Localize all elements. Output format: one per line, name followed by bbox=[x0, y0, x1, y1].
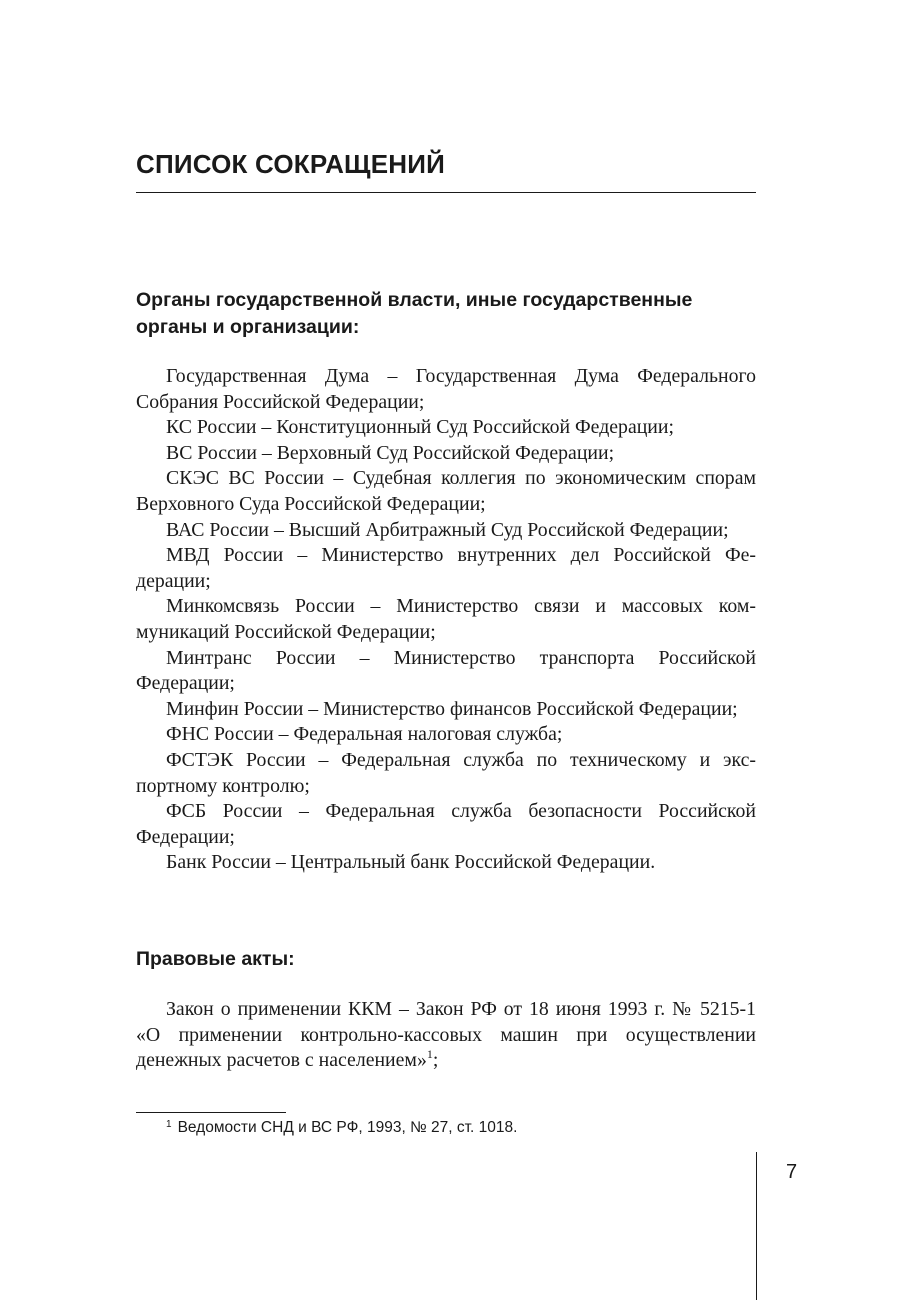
footnote-marker: 1 bbox=[166, 1119, 172, 1130]
abbreviation-entry: Минкомсвязь России – Министерство связи и массовых коммуникаций Российской Федерации; bbox=[136, 595, 756, 643]
abbreviation-entry bbox=[136, 997, 756, 1074]
abbreviation-entry: ВС России – Верховный Суд Российской Федерации; bbox=[166, 441, 615, 464]
abbreviation-entry: ВАС России – Высший Арбитражный Суд Российской Федерации; bbox=[166, 518, 729, 541]
section-heading-government-bodies: Органы государственной власти, иные государственные органы и организации: bbox=[136, 289, 693, 338]
abbreviation-entry: ФНС России – Федеральная налоговая служба; bbox=[166, 723, 563, 746]
page-title: СПИСОК СОКРАЩЕНИЙ bbox=[136, 149, 446, 179]
footnote bbox=[166, 1117, 756, 1139]
page-number: 7 bbox=[786, 1161, 798, 1183]
abbreviation-entry: Минфин России – Министерство финансов Российской Федерации; bbox=[166, 697, 738, 720]
abbreviation-entry: Минтранс России – Министерство транспорта Российской Федерации; bbox=[136, 646, 756, 695]
footnote-text: Ведомости СНД и ВС РФ, 1993, № 27, ст. 1018. bbox=[177, 1119, 518, 1136]
page-margin-line bbox=[756, 1152, 757, 1300]
abbreviation-list-legal-acts bbox=[136, 997, 756, 1074]
abbreviation-entry-text: Закон о применении ККМ – Закон РФ от 18 июня 1993 г. № 5215-1 «О применении контрольно-кассовых машин при осуществлении денежных расчетов с населением» bbox=[136, 998, 756, 1072]
abbreviation-list-government-bodies bbox=[136, 364, 756, 876]
abbreviation-entry: Государственная Дума – Государственная Дума Федерального Собрания Российской Федерации; bbox=[136, 365, 756, 413]
abbreviation-entry: ФСТЭК России – Федеральная служба по техническому и экспортному контролю; bbox=[136, 748, 756, 797]
abbreviation-entry: СКЭС ВС России – Судебная коллегия по экономическим спорам Верховного Суда Российской Федерации; bbox=[136, 467, 756, 515]
title-divider bbox=[136, 192, 756, 193]
footnote-divider bbox=[136, 1112, 286, 1113]
footnote-reference[interactable]: 1 bbox=[426, 1047, 433, 1062]
abbreviation-entry: Банк России – Центральный банк Российской Федерации. bbox=[166, 851, 656, 874]
section-heading-legal-acts: Правовые акты: bbox=[136, 948, 295, 970]
abbreviation-entry: КС России – Конституционный Суд Российской Федерации; bbox=[166, 416, 674, 439]
entry-punctuation: ; bbox=[432, 1049, 439, 1072]
abbreviation-entry: МВД России – Министерство внутренних дел Российской Федерации; bbox=[136, 544, 756, 592]
abbreviation-entry: ФСБ России – Федеральная служба безопасности Российской Федерации; bbox=[136, 800, 756, 848]
